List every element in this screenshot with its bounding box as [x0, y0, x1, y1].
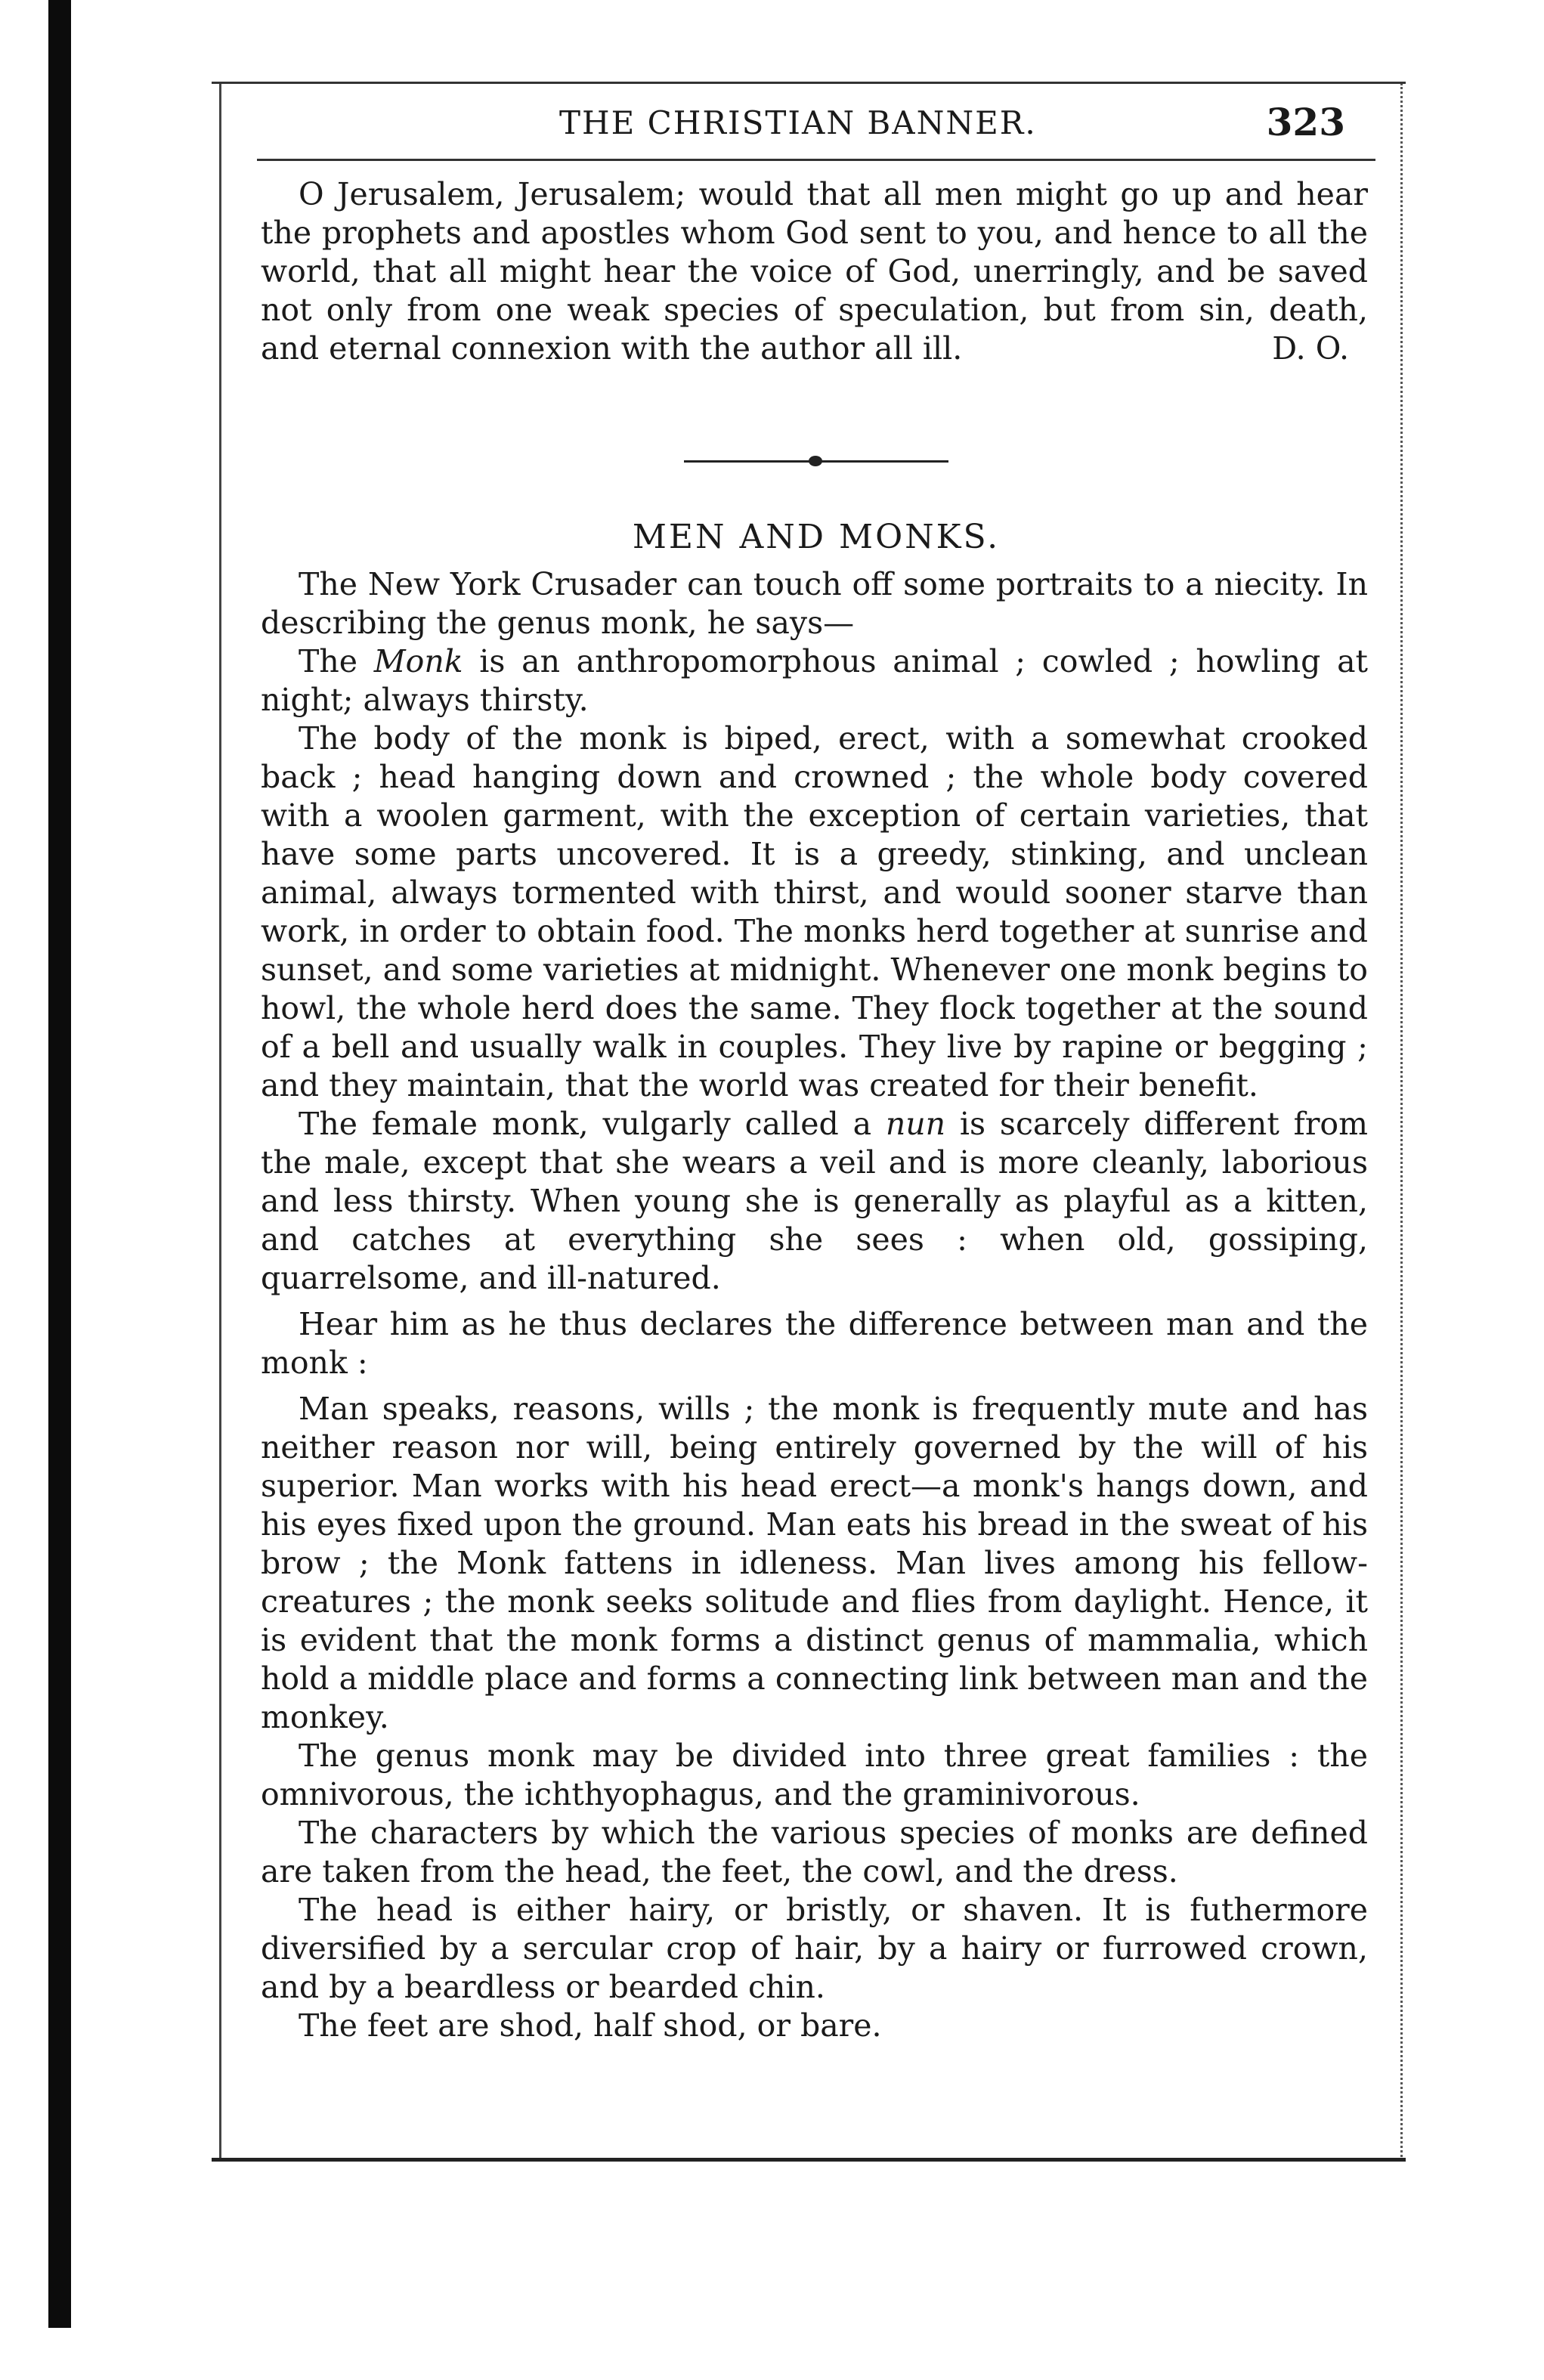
- running-title: THE CHRISTIAN BANNER.: [559, 104, 1037, 141]
- article-paragraph: The feet are shod, half shod, or bare.: [299, 2007, 882, 2044]
- article-body: [261, 565, 1368, 2045]
- article-paragraph: The head is either hairy, or bristly, or shaven. It is futhermore diversified by a sercular crop of hair, by a hairy or furrowed crown, and by a beardless or bearded chin.: [261, 1892, 1368, 2005]
- intro-signature: D. O.: [1272, 330, 1349, 367]
- article-paragraph: The genus monk may be divided into three great families : the omnivorous, the ichthyophagus, and the graminivorous.: [261, 1738, 1368, 1812]
- article-paragraph: The Monk is an anthropomorphous animal ; cowled ; howling at night; always thirsty.: [261, 643, 1368, 718]
- article-paragraph: Hear him as he thus declares the difference between man and the monk :: [261, 1306, 1368, 1381]
- article-paragraph: The body of the monk is biped, erect, with a somewhat crooked back ; head hanging down and crowned ; the whole body covered with a woolen garment, with the exception of certain varieties, that have some parts uncovered. It is a greedy, stinking, and unclean animal, always tormented with thirst, and would sooner starve than work, in order to obtain food. The monks herd together at sunrise and sunset, and some varieties at midnight. Whenever one monk begins to howl, the whole herd does the same. They flock together at the sound of a bell and usually walk in couples. They live by rapine or begging ; and they maintain, that the world was created for their benefit.: [261, 720, 1368, 1103]
- top-border-rule: [212, 82, 1406, 84]
- section-divider: [684, 459, 948, 463]
- article-lead: The New York Crusader can touch off some portraits to a niecity. In describing the genus monk, he says—: [261, 566, 1368, 641]
- article-paragraph: Man speaks, reasons, wills ; the monk is frequently mute and has neither reason nor will, being entirely governed by the will of his superior. Man works with his head erect—a monk's hangs down, and his eyes fixed upon the ground. Man eats his bread in the sweat of his brow ; the Monk fattens in idleness. Man lives among his fellow-creatures ; the monk seeks solitude and flies from daylight. Hence, it is evident that the monk forms a distinct genus of mammalia, which hold a middle place and forms a connecting link between man and the monkey.: [261, 1391, 1368, 1735]
- article-paragraph: The characters by which the various species of monks are defined are taken from the head, the feet, the cowl, and the dress.: [261, 1815, 1368, 1889]
- article-heading: MEN AND MONKS.: [632, 518, 1001, 556]
- running-header: [257, 100, 1375, 165]
- bottom-border-rule: [212, 2158, 1406, 2162]
- intro-section: [261, 175, 1368, 368]
- scan-edge-shadow: [48, 0, 71, 2328]
- page-number: 323: [1266, 100, 1345, 144]
- article-paragraph: The female monk, vulgarly called a nun is scarcely different from the male, except that she wears a veil and is more cleanly, laborious and less thirsty. When young she is generally as playful as a kitten, and catches at everything she sees : when old, gossiping, quarrelsome, and ill-natured.: [261, 1106, 1368, 1296]
- intro-text: O Jerusalem, Jerusalem; would that all men might go up and hear the prophets and apostles whom God sent to you, and hence to all the world, that all might hear the voice of God, unerringly, and be saved not only from one weak species of speculation, but from sin, death, and eternal connexion with the author all ill.: [261, 176, 1368, 367]
- intro-paragraph: [261, 175, 1368, 368]
- header-rule: [257, 159, 1375, 161]
